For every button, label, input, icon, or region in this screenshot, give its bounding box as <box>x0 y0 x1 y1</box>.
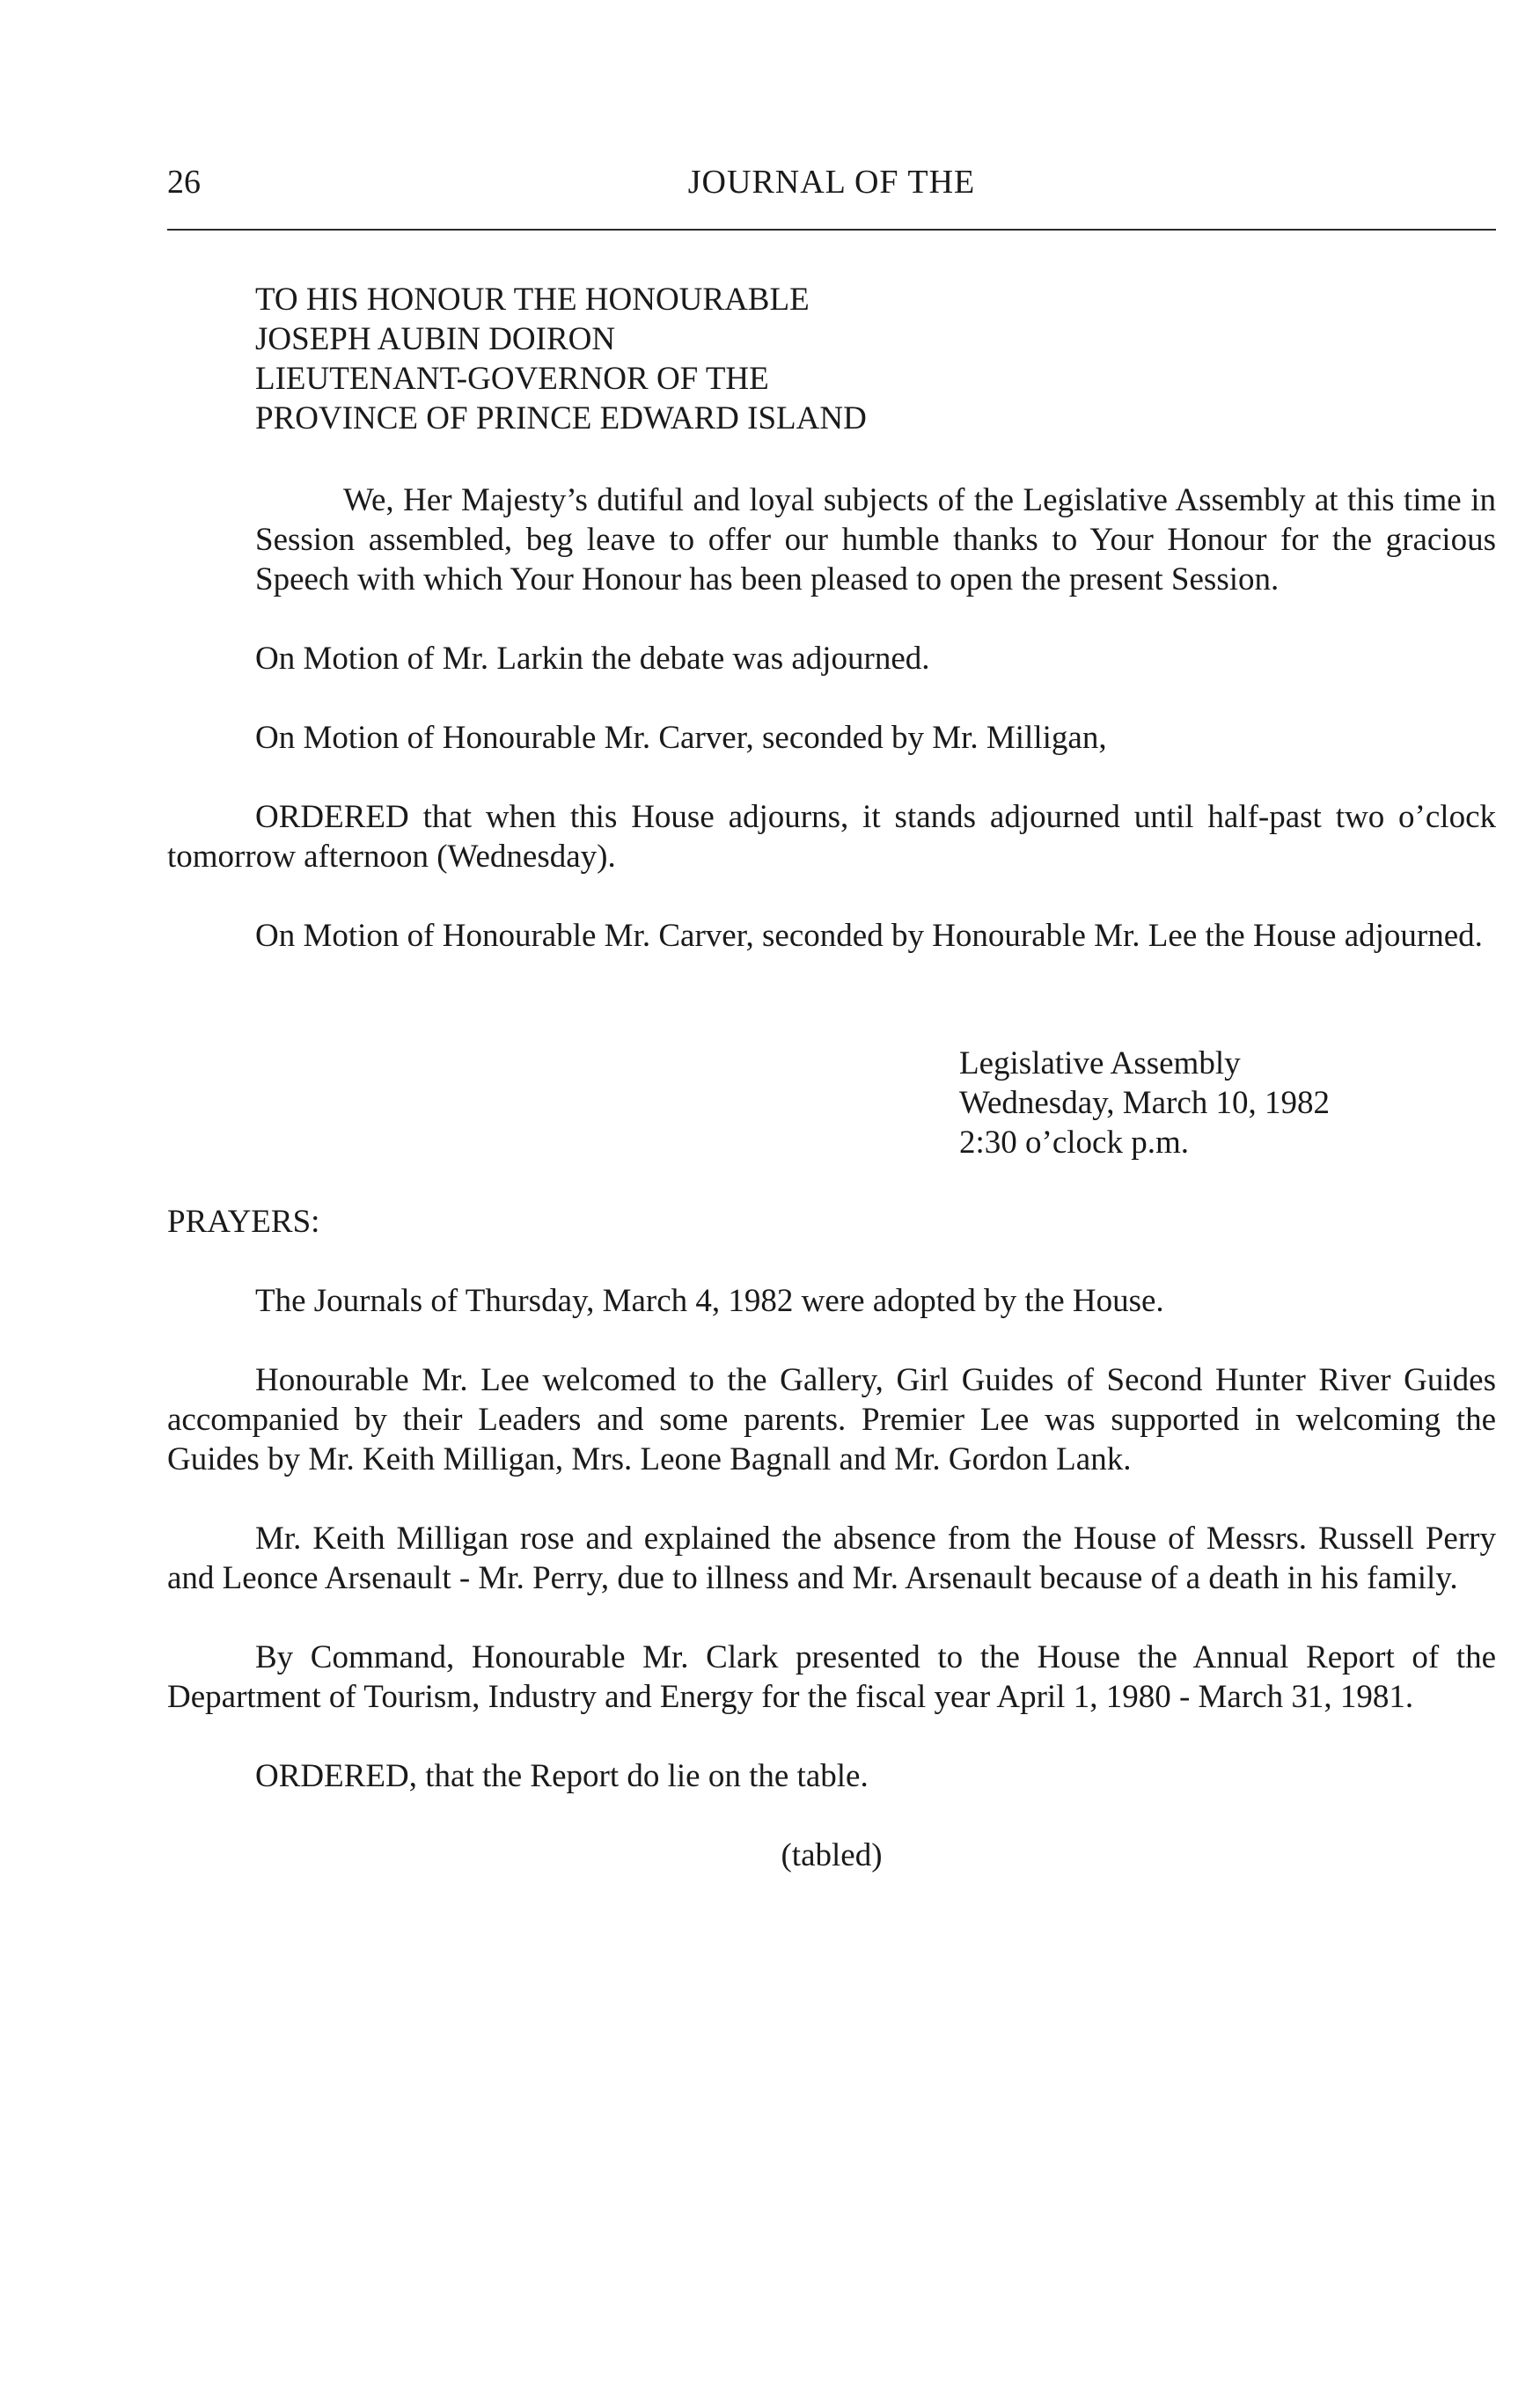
tabled-note: (tabled) <box>781 1837 883 1873</box>
running-head: JOURNAL OF THE <box>687 164 976 201</box>
address-line: TO HIS HONOUR THE HONOURABLE <box>255 282 810 318</box>
dateline-place: Legislative Assembly <box>959 1045 1241 1081</box>
address-line: LIEUTENANT-GOVERNOR OF THE <box>255 361 769 397</box>
ordered-table-paragraph: ORDERED, that the Report do lie on the table. <box>255 1758 869 1794</box>
dateline-time: 2:30 o’clock p.m. <box>959 1125 1190 1161</box>
page-body <box>167 280 1496 1915</box>
gallery-welcome-paragraph: Honourable Mr. Lee welcomed to the Gallery, Girl Guides of Second Hunter River Guides accompanied by their Leaders and some parents. Premier Lee was supported in welcoming the Guides by Mr. Keith Milligan, Mrs. Leone Bagnall and Mr. Gordon Lank. <box>167 1362 1496 1477</box>
address-line: JOSEPH AUBIN DOIRON <box>255 321 616 357</box>
dateline-date: Wednesday, March 10, 1982 <box>959 1085 1331 1121</box>
journals-adopted-paragraph: The Journals of Thursday, March 4, 1982 were adopted by the House. <box>255 1283 1164 1319</box>
address-line: PROVINCE OF PRINCE EDWARD ISLAND <box>255 400 867 436</box>
address-block <box>255 280 1496 438</box>
adjournment-paragraph: On Motion of Honourable Mr. Carver, seconded by Honourable Mr. Lee the House adjourned. <box>255 918 1483 954</box>
ordered-paragraph: ORDERED that when this House adjourns, it stands adjourned until half-past two o’clock tomorrow afternoon (Wednesday). <box>167 799 1496 875</box>
page-header <box>167 163 1496 216</box>
page-number: 26 <box>167 164 201 201</box>
reply-paragraph: We, Her Majesty’s dutiful and loyal subjects of the Legislative Assembly at this time in Session assembled, beg leave to offer our humble thanks to Your Honour for the gracious Speech with which Your Honour has been pleased to open the present Session. <box>255 482 1496 597</box>
prayers-heading: PRAYERS: <box>167 1204 320 1240</box>
session-dateline <box>959 1044 1496 1162</box>
header-rule <box>167 229 1496 231</box>
motion-paragraph: On Motion of Mr. Larkin the debate was adjourned. <box>255 641 930 677</box>
absence-paragraph: Mr. Keith Milligan rose and explained the absence from the House of Messrs. Russell Perry and Leonce Arsenault - Mr. Perry, due to illness and Mr. Arsenault because of a death in his family. <box>167 1521 1496 1596</box>
motion-paragraph: On Motion of Honourable Mr. Carver, seconded by Mr. Milligan, <box>255 720 1107 756</box>
report-presented-paragraph: By Command, Honourable Mr. Clark presented to the House the Annual Report of the Department of Tourism, Industry and Energy for the fiscal year April 1, 1980 - March 31, 1981. <box>167 1639 1496 1715</box>
journal-page <box>167 0 1496 2404</box>
